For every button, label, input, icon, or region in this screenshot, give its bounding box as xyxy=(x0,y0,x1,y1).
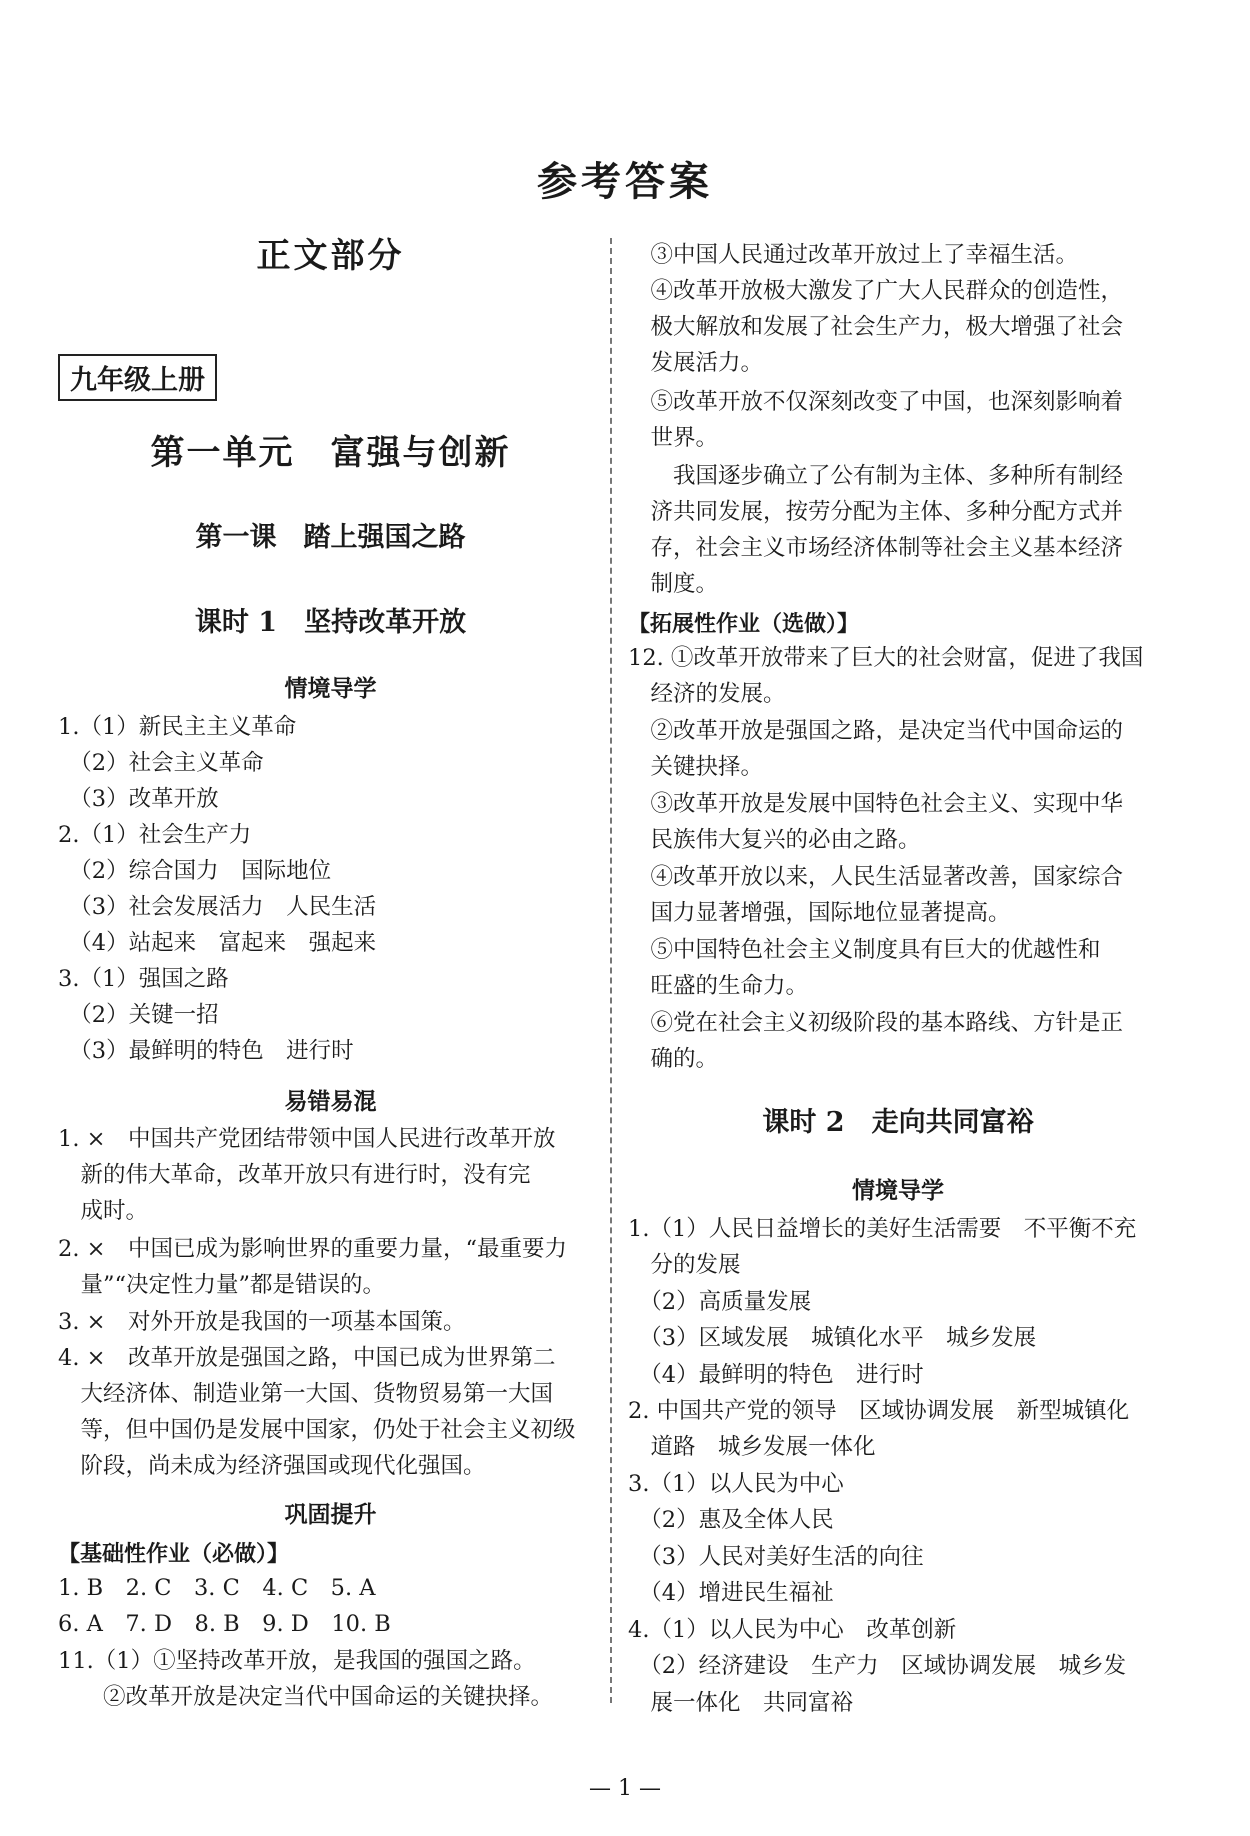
homework-tag: 【基础性作业（必做）】 xyxy=(58,1542,290,1567)
answer-line: （2）综合国力 国际地位 xyxy=(58,858,332,884)
answer-line: 2. 中国共产党的领导 区域协调发展 新型城镇化 xyxy=(628,1398,1130,1424)
answer-line: （4）站起来 富起来 强起来 xyxy=(58,930,377,956)
homework-tag: 【拓展性作业（选做）】 xyxy=(628,612,860,637)
answer-line: 济共同发展，按劳分配为主体、多种分配方式并 xyxy=(628,499,1124,525)
unit-heading: 第一单元 富强与创新 xyxy=(150,433,511,473)
answer-line: 12. ①改革开放带来了巨大的社会财富，促进了我国 xyxy=(628,645,1144,671)
answer-line: 存，社会主义市场经济体制等社会主义基本经济 xyxy=(628,535,1124,561)
answer-line: 我国逐步确立了公有制为主体、多种所有制经 xyxy=(628,463,1124,489)
answer-line: （4）最鲜明的特色 进行时 xyxy=(628,1362,924,1388)
answer-line: 3. × 对外开放是我国的一项基本国策。 xyxy=(58,1309,466,1335)
answer-line: ⑤中国特色社会主义制度具有巨大的优越性和 xyxy=(628,937,1101,963)
answer-line: 6. A 7. D 8. B 9. D 10. B xyxy=(58,1611,391,1637)
answer-line: 3.（1）强国之路 xyxy=(58,966,229,992)
subsection-heading: 情境导学 xyxy=(284,676,377,702)
answer-line: ⑥党在社会主义初级阶段的基本路线、方针是正 xyxy=(628,1010,1124,1036)
answer-line: ④改革开放以来，人民生活显著改善，国家综合 xyxy=(628,864,1124,890)
answer-line: 2.（1）社会生产力 xyxy=(58,822,252,848)
page-number: — 1 — xyxy=(589,1776,661,1801)
answer-line: 大经济体、制造业第一大国、货物贸易第一大国 xyxy=(58,1381,554,1407)
answer-line: （3）社会发展活力 人民生活 xyxy=(58,894,377,920)
answer-line: （3）最鲜明的特色 进行时 xyxy=(58,1038,354,1064)
answer-line: （4）增进民生福祉 xyxy=(628,1580,834,1606)
answer-line: 1.（1）人民日益增长的美好生活需要 不平衡不充 xyxy=(628,1216,1137,1242)
answer-line: ②改革开放是强国之路，是决定当代中国命运的 xyxy=(628,718,1124,744)
answer-line: 量”“决定性力量”都是错误的。 xyxy=(58,1272,386,1298)
subsection-heading: 情境导学 xyxy=(852,1178,944,1204)
answer-line: 极大解放和发展了社会生产力，极大增强了社会 xyxy=(628,314,1124,340)
answer-line: ③改革开放是发展中国特色社会主义、实现中华 xyxy=(628,791,1124,817)
answer-line: 发展活力。 xyxy=(628,350,764,376)
answer-line: （3）改革开放 xyxy=(58,786,219,812)
answer-line: ③中国人民通过改革开放过上了幸福生活。 xyxy=(628,242,1079,268)
answer-line: 4.（1）以人民为中心 改革创新 xyxy=(628,1617,957,1643)
answer-line: （3）人民对美好生活的向往 xyxy=(628,1544,924,1570)
answer-line: 成时。 xyxy=(58,1198,149,1224)
period-heading: 课时 1 坚持改革开放 xyxy=(194,607,467,638)
answer-line: 1. × 中国共产党团结带领中国人民进行改革开放 xyxy=(58,1126,556,1152)
answer-line: （2）社会主义革命 xyxy=(58,750,264,776)
answer-line: （2）经济建设 生产力 区域协调发展 城乡发 xyxy=(628,1653,1127,1679)
answer-line: 经济的发展。 xyxy=(628,681,786,707)
answer-line: 2. × 中国已成为影响世界的重要力量，“最重要力 xyxy=(58,1236,567,1262)
answer-line: ⑤改革开放不仅深刻改变了中国，也深刻影响着 xyxy=(628,389,1124,415)
answer-line: （2）关键一招 xyxy=(58,1002,219,1028)
answer-line: 道路 城乡发展一体化 xyxy=(628,1434,876,1460)
column-divider xyxy=(610,238,612,1703)
subsection-heading: 巩固提升 xyxy=(284,1502,377,1528)
answer-line: 4. × 改革开放是强国之路，中国已成为世界第二 xyxy=(58,1345,556,1371)
answer-line: 1.（1）新民主主义革命 xyxy=(58,714,297,740)
answer-line: 世界。 xyxy=(628,425,719,451)
answer-line: 新的伟大革命，改革开放只有进行时，没有完 xyxy=(58,1162,531,1188)
answer-line: 民族伟大复兴的必由之路。 xyxy=(628,827,921,853)
answer-line: 旺盛的生命力。 xyxy=(628,973,809,999)
answer-line: 关键抉择。 xyxy=(628,754,764,780)
answer-line: 制度。 xyxy=(628,571,719,597)
answer-line: 展一体化 共同富裕 xyxy=(628,1690,854,1716)
answer-line: 11.（1）①坚持改革开放，是我国的强国之路。 xyxy=(58,1648,536,1674)
answer-line: 3.（1）以人民为中心 xyxy=(628,1471,844,1497)
section-heading: 正文部分 xyxy=(256,236,405,276)
page-title: 参考答案 xyxy=(537,159,713,205)
answer-line: 国力显著增强，国际地位显著提高。 xyxy=(628,900,1011,926)
answer-line: （2）高质量发展 xyxy=(628,1289,812,1315)
answer-line: ④改革开放极大激发了广大人民群众的创造性， xyxy=(628,278,1124,304)
answer-line: 分的发展 xyxy=(628,1252,741,1278)
answer-line: （2）惠及全体人民 xyxy=(628,1507,834,1533)
answer-line: （3）区域发展 城镇化水平 城乡发展 xyxy=(628,1325,1037,1351)
period-heading: 课时 2 走向共同富裕 xyxy=(762,1107,1034,1138)
answer-line: 1. B 2. C 3. C 4. C 5. A xyxy=(58,1575,376,1601)
answer-line: 阶段，尚未成为经济强国或现代化强国。 xyxy=(58,1453,486,1479)
answer-line: 等，但中国仍是发展中国家，仍处于社会主义初级 xyxy=(58,1417,576,1443)
subsection-heading: 易错易混 xyxy=(284,1089,377,1115)
grade-box: 九年级上册 xyxy=(58,354,217,401)
answer-line: ②改革开放是决定当代中国命运的关键抉择。 xyxy=(58,1684,554,1710)
lesson-heading: 第一课 踏上强国之路 xyxy=(195,522,466,553)
answer-line: 确的。 xyxy=(628,1046,719,1072)
